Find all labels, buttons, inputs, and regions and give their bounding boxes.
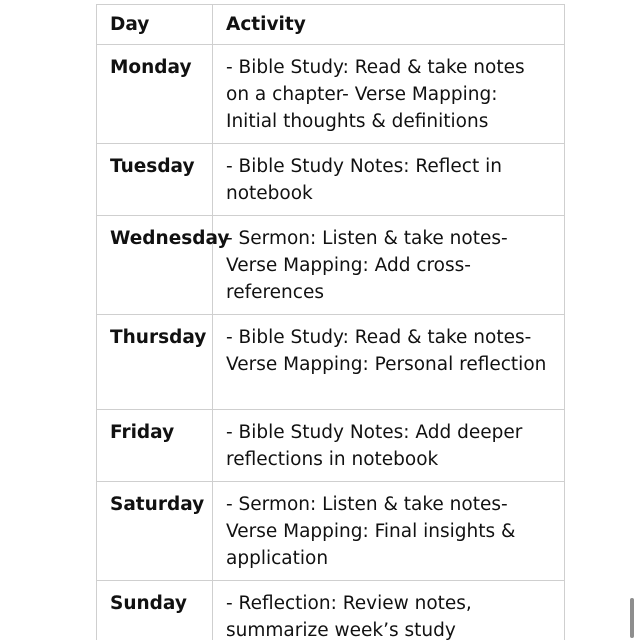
scroll-indicator[interactable] xyxy=(630,598,634,638)
table-row-saturday xyxy=(97,482,565,581)
activity-cell: - Bible Study: Read & take notes- Verse Mapping: Personal reflection xyxy=(213,315,565,410)
table-body xyxy=(97,45,565,640)
day-cell: Saturday xyxy=(97,482,213,581)
day-cell: Tuesday xyxy=(97,144,213,216)
activity-cell: - Bible Study Notes: Add deeper reflections in notebook xyxy=(213,410,565,482)
table-row-sunday xyxy=(97,581,565,640)
header-row xyxy=(97,5,565,45)
activity-cell: - Sermon: Listen & take notes- Verse Mapping: Final insights & application xyxy=(213,482,565,581)
activity-cell: - Bible Study: Read & take notes on a chapter- Verse Mapping: Initial thoughts & definitions xyxy=(213,45,565,144)
day-column-header: Day xyxy=(97,5,213,45)
day-cell: Wednesday xyxy=(97,216,213,315)
table-row-thursday xyxy=(97,315,565,410)
day-cell: Thursday xyxy=(97,315,213,410)
day-cell: Monday xyxy=(97,45,213,144)
table-header xyxy=(97,5,565,45)
activity-cell: - Sermon: Listen & take notes- Verse Mapping: Add cross-references xyxy=(213,216,565,315)
table-row-tuesday xyxy=(97,144,565,216)
day-cell: Sunday xyxy=(97,581,213,640)
activity-cell: - Reflection: Review notes, summarize week’s study xyxy=(213,581,565,640)
table-row-friday xyxy=(97,410,565,482)
day-cell: Friday xyxy=(97,410,213,482)
table-row-monday xyxy=(97,45,565,144)
table-row-wednesday xyxy=(97,216,565,315)
activity-column-header: Activity xyxy=(213,5,565,45)
activity-cell: - Bible Study Notes: Reflect in notebook xyxy=(213,144,565,216)
weekly-schedule-table xyxy=(96,4,565,640)
